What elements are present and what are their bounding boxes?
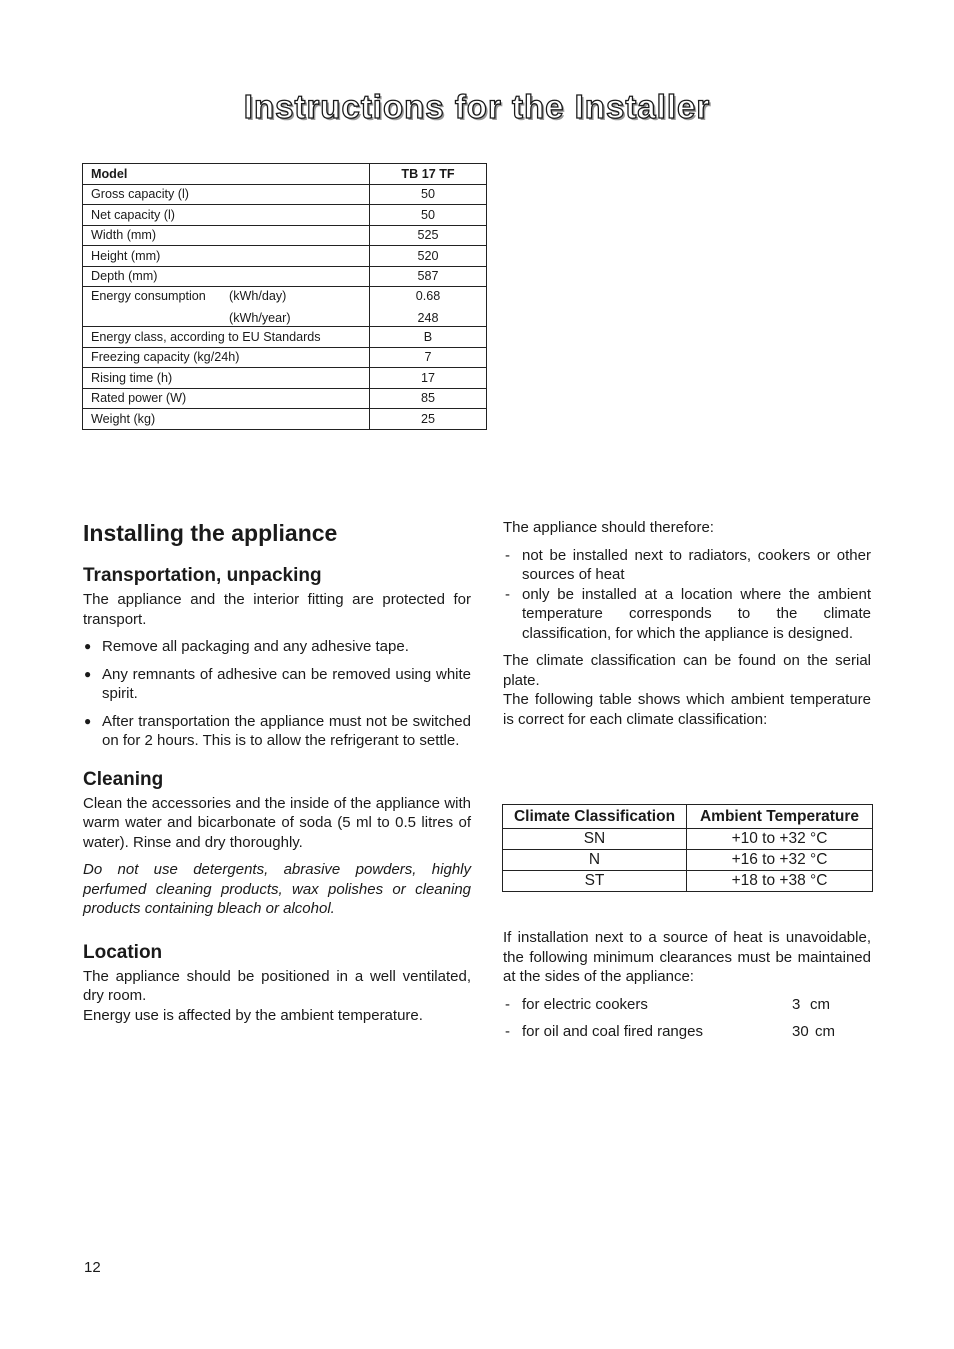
climate-header-class: Climate Classification bbox=[503, 805, 687, 829]
spec-value: 587 bbox=[370, 266, 487, 287]
list-item: - for electric cookers 3 cm bbox=[505, 995, 830, 1013]
transport-heading: Transportation, unpacking bbox=[83, 565, 322, 586]
climate-temp: +16 to +32 °C bbox=[687, 850, 873, 871]
spec-value: 25 bbox=[370, 409, 487, 430]
table-row bbox=[83, 368, 487, 389]
spec-label: Width (mm) bbox=[83, 225, 370, 246]
climate-temp: +18 to +38 °C bbox=[687, 871, 873, 892]
heat-source-section bbox=[503, 928, 871, 1050]
installing-heading: Installing the appliance bbox=[83, 520, 338, 546]
table-row bbox=[83, 409, 487, 430]
list-item: ● After transportation the appliance must not be switched on for 2 hours. This is to allow the refrigerant to settle. bbox=[84, 712, 471, 749]
list-item: ● Any remnants of adhesive can be removed using white spirit. bbox=[84, 665, 471, 702]
spec-value: 85 bbox=[370, 388, 487, 409]
left-column bbox=[83, 518, 471, 1025]
table-row bbox=[503, 871, 873, 892]
table-row bbox=[83, 225, 487, 246]
clearance-label: for electric cookers bbox=[522, 995, 648, 1013]
climate-class: ST bbox=[503, 871, 687, 892]
location-heading: Location bbox=[83, 941, 163, 963]
spec-header-label: Model bbox=[83, 164, 370, 185]
page-title: Instructions for the Installer bbox=[243, 88, 711, 125]
spec-value: 520 bbox=[370, 246, 487, 267]
energy-unit-year: (kWh/year) bbox=[229, 310, 291, 325]
table-row bbox=[503, 850, 873, 871]
therefore-intro: The appliance should therefore: bbox=[503, 519, 714, 536]
climate-plate-text: The climate classification can be found on the serial plate. bbox=[503, 652, 871, 689]
bullet-icon: ● bbox=[84, 666, 92, 681]
heat-source-text: If installation next to a source of heat is unavoidable, the following minimum clearances must be maintained at the sides of the appliance: bbox=[503, 929, 871, 985]
climate-table-header bbox=[503, 805, 873, 829]
table-row bbox=[83, 184, 487, 205]
spec-table bbox=[82, 163, 487, 430]
clearance-value: 3 bbox=[792, 995, 801, 1013]
spec-value: B bbox=[370, 327, 487, 348]
energy-value-year: 248 bbox=[417, 310, 439, 325]
energy-label: Energy consumption bbox=[91, 288, 206, 303]
spec-label: Net capacity (l) bbox=[83, 205, 370, 226]
right-column bbox=[503, 518, 871, 729]
energy-value-day: 0.68 bbox=[415, 288, 441, 303]
list-item: - for oil and coal fired ranges 30 cm bbox=[505, 1023, 835, 1040]
climate-temp: +10 to +32 °C bbox=[687, 829, 873, 850]
table-row bbox=[83, 347, 487, 368]
spec-label: Energy class, according to EU Standards bbox=[83, 327, 370, 348]
table-row bbox=[83, 246, 487, 267]
spec-value: 50 bbox=[370, 205, 487, 226]
climate-class: N bbox=[503, 850, 687, 871]
table-row bbox=[83, 388, 487, 409]
climate-header-temp: Ambient Temperature bbox=[687, 805, 873, 829]
spec-label: Rising time (h) bbox=[83, 368, 370, 389]
spec-value: 17 bbox=[370, 368, 487, 389]
spec-header-model: TB 17 TF bbox=[370, 164, 487, 185]
energy-label-cell bbox=[83, 287, 370, 327]
cleaning-text: Clean the accessories and the inside of the appliance with warm water and bicarbonate of soda (5 ml to 0.5 litres of water). Rinse and dry thoroughly. bbox=[83, 794, 471, 851]
spec-table-header bbox=[83, 164, 487, 185]
location-text: The appliance should be positioned in a well ventilated, dry room. bbox=[83, 967, 471, 1004]
climate-class: SN bbox=[503, 829, 687, 850]
list-item: - not be installed next to radiators, cookers or other sources of heat bbox=[505, 546, 871, 583]
spec-value: 525 bbox=[370, 225, 487, 246]
spec-label: Height (mm) bbox=[83, 246, 370, 267]
bullet-icon: ● bbox=[84, 713, 92, 728]
table-row bbox=[503, 829, 873, 850]
table-row bbox=[83, 327, 487, 348]
energy-row bbox=[83, 287, 487, 327]
table-row bbox=[83, 205, 487, 226]
spec-label: Weight (kg) bbox=[83, 409, 370, 430]
list-item: - only be installed at a location where the ambient temperature corresponds to the climate classification, for which the appliance is designed. bbox=[505, 585, 871, 642]
clearance-unit: cm bbox=[810, 995, 830, 1013]
cleaning-warning: Do not use detergents, abrasive powders, highly perfumed cleaning products, wax polishes or cleaning products containing bleach or alcohol. bbox=[83, 861, 471, 917]
energy-value-cell bbox=[370, 287, 487, 327]
clearance-value: 30 bbox=[792, 1023, 809, 1040]
bullet-icon: ● bbox=[84, 639, 92, 653]
list-item: ● Remove all packaging and any adhesive tape. bbox=[84, 638, 409, 655]
location-text-energy: Energy use is affected by the ambient temperature. bbox=[83, 1006, 423, 1024]
transport-intro: The appliance and the interior fitting are protected for transport. bbox=[83, 591, 471, 628]
page-number: 12 bbox=[84, 1259, 101, 1276]
climate-table bbox=[502, 804, 873, 892]
requirement-list bbox=[503, 546, 871, 644]
table-row bbox=[83, 266, 487, 287]
spec-label: Depth (mm) bbox=[83, 266, 370, 287]
spec-value: 7 bbox=[370, 347, 487, 368]
clearance-unit: cm bbox=[815, 1023, 835, 1040]
spec-label: Rated power (W) bbox=[83, 388, 370, 409]
climate-table-intro: The following table shows which ambient temperature is correct for each climate classification: bbox=[503, 691, 871, 728]
cleaning-heading: Cleaning bbox=[83, 768, 164, 790]
spec-value: 50 bbox=[370, 184, 487, 205]
spec-label: Gross capacity (l) bbox=[83, 184, 370, 205]
clearance-list bbox=[503, 995, 871, 1042]
energy-unit-day: (kWh/day) bbox=[229, 288, 287, 303]
spec-label: Freezing capacity (kg/24h) bbox=[83, 347, 370, 368]
clearance-label: for oil and coal fired ranges bbox=[522, 1023, 703, 1040]
transport-bullets bbox=[83, 637, 471, 751]
